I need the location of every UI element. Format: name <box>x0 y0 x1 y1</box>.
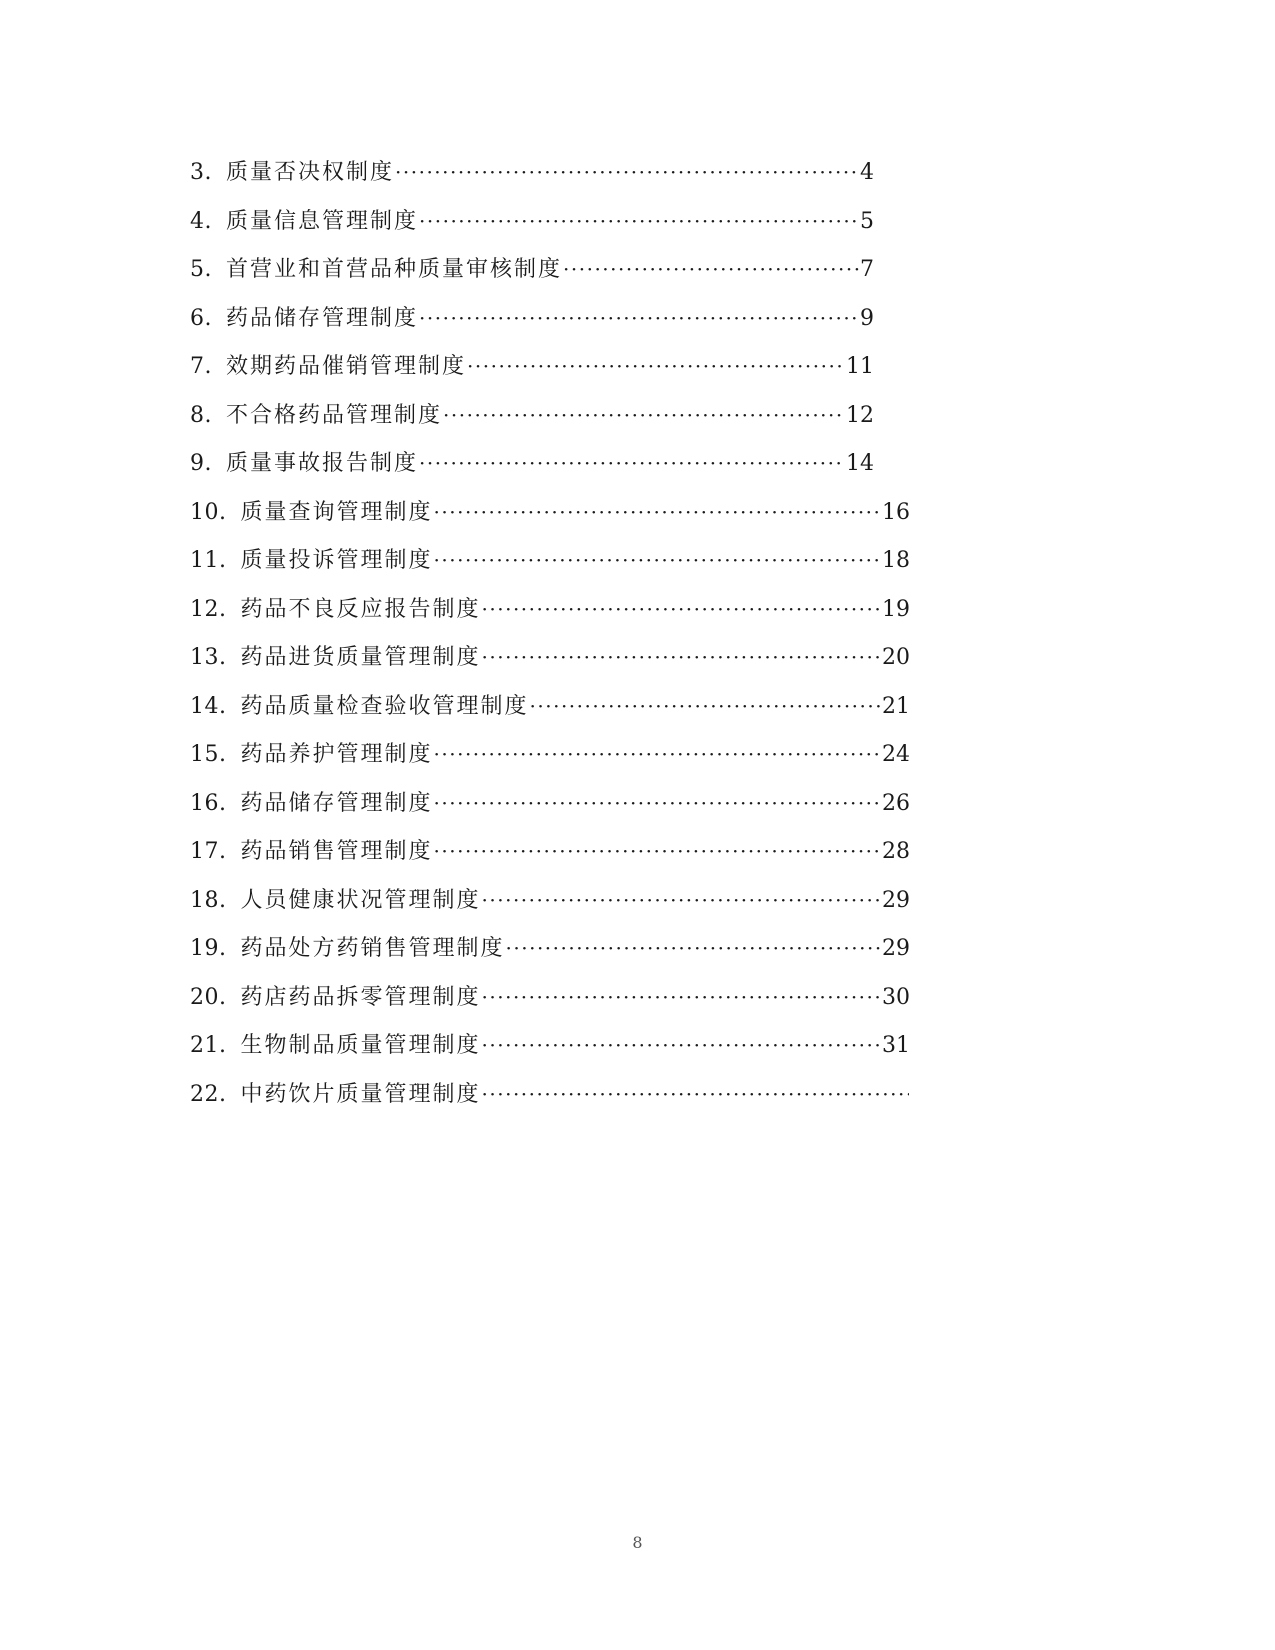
toc-entry-title: 生物制品质量管理制度 <box>240 1033 481 1058</box>
toc-entry-number: 21. <box>190 1033 227 1058</box>
toc-entry-number: 16. <box>190 790 227 816</box>
toc-entry-page: 30 <box>882 984 910 1010</box>
toc-entry-number: 20. <box>190 984 227 1010</box>
toc-entry <box>190 254 874 303</box>
toc-entry-title: 效期药品催销管理制度 <box>226 354 467 379</box>
toc-entry-title: 首营业和首营品种质量审核制度 <box>226 257 563 282</box>
toc-entry-title: 质量查询管理制度 <box>240 499 433 525</box>
toc-entry-page: 4 <box>860 160 874 185</box>
toc-entry-number: 3. <box>190 160 212 185</box>
toc-entry-number: 10. <box>190 499 227 525</box>
toc-entry <box>190 157 874 206</box>
toc-entry-number: 13. <box>190 645 227 670</box>
toc-entry-number: 4. <box>190 208 212 234</box>
toc-dot-leader <box>482 594 881 624</box>
toc-entry-title: 药品养护管理制度 <box>240 742 433 767</box>
toc-entry <box>190 448 874 497</box>
toc-entry-page: 5 <box>860 208 874 234</box>
toc-entry-number: 18. <box>190 887 227 913</box>
toc-entry-number: 8. <box>190 402 212 428</box>
toc-entry-number: 19. <box>190 936 227 961</box>
toc-dot-leader <box>419 448 845 478</box>
toc-dot-leader <box>506 933 881 963</box>
toc-entry-page: 16 <box>882 499 910 525</box>
toc-dot-leader <box>434 545 881 575</box>
toc-dot-leader <box>482 1030 881 1060</box>
toc-entry-number: 17. <box>190 839 227 864</box>
toc-entry <box>190 642 910 691</box>
toc-entry-title: 药品进货质量管理制度 <box>240 645 481 670</box>
toc-entry-title: 药品处方药销售管理制度 <box>240 936 505 961</box>
toc-entry <box>190 1079 910 1128</box>
toc-entry <box>190 400 874 449</box>
toc-entry <box>190 351 874 400</box>
toc-entry-page: 26 <box>882 790 910 816</box>
toc-dot-leader <box>434 497 881 527</box>
toc-entry-number: 5. <box>190 257 212 282</box>
toc-entry-page: 9 <box>860 305 874 331</box>
toc-entry <box>190 594 910 643</box>
toc-dot-leader <box>443 400 845 430</box>
toc-entry-page: 21 <box>882 693 910 719</box>
toc-entry-page: 7 <box>860 257 874 282</box>
toc-entry-page: 29 <box>882 936 910 961</box>
toc-entry-page: 11 <box>846 354 874 379</box>
toc-dot-leader <box>482 642 881 672</box>
toc-entry-page: 19 <box>882 596 910 622</box>
toc-entry <box>190 739 910 788</box>
toc-entry-title: 质量否决权制度 <box>226 160 395 185</box>
toc-entry-title: 药品不良反应报告制度 <box>240 596 481 622</box>
toc-entry-title: 质量事故报告制度 <box>226 451 419 476</box>
toc-entry <box>190 303 874 352</box>
toc-entry-number: 9. <box>190 451 212 476</box>
toc-entry-number: 6. <box>190 305 212 331</box>
toc-entry-title: 中药饮片质量管理制度 <box>240 1081 481 1107</box>
toc-entry <box>190 885 910 934</box>
toc-entry-page: 18 <box>882 548 910 573</box>
toc-entry-page: 14 <box>846 451 874 476</box>
toc-entry-number: 7. <box>190 354 212 379</box>
table-of-contents <box>190 157 910 1127</box>
toc-dot-leader <box>563 254 859 284</box>
toc-dot-leader <box>419 206 859 236</box>
toc-entry-title: 药品销售管理制度 <box>240 839 433 864</box>
toc-entry-page: 12 <box>846 402 874 428</box>
toc-entry <box>190 545 910 594</box>
toc-entry-number: 22. <box>190 1081 227 1107</box>
toc-dot-leader <box>434 788 881 818</box>
toc-entry <box>190 1030 910 1079</box>
toc-dot-leader <box>482 982 881 1012</box>
toc-dot-leader <box>434 836 881 866</box>
toc-dot-leader <box>395 157 859 187</box>
toc-dot-leader <box>467 351 845 381</box>
toc-dot-leader <box>419 303 859 333</box>
toc-dot-leader <box>530 691 881 721</box>
toc-entry-title: 质量信息管理制度 <box>226 208 419 234</box>
toc-entry-number: 14. <box>190 693 227 719</box>
toc-entry-title: 药店药品拆零管理制度 <box>240 984 481 1010</box>
toc-dot-leader <box>482 1079 909 1109</box>
toc-entry-title: 药品储存管理制度 <box>226 305 419 331</box>
toc-entry-page: 28 <box>882 839 910 864</box>
toc-entry-page: 20 <box>882 645 910 670</box>
toc-entry-title: 药品质量检查验收管理制度 <box>240 693 529 719</box>
toc-entry <box>190 933 910 982</box>
toc-entry-title: 质量投诉管理制度 <box>240 548 433 573</box>
toc-entry-page: 31 <box>882 1033 910 1058</box>
toc-entry <box>190 836 910 885</box>
toc-entry-number: 11. <box>190 548 227 573</box>
toc-entry <box>190 497 910 546</box>
toc-entry-page: 24 <box>882 742 910 767</box>
toc-entry-title: 不合格药品管理制度 <box>226 402 443 428</box>
toc-entry-title: 人员健康状况管理制度 <box>240 887 481 913</box>
toc-entry <box>190 206 874 255</box>
toc-entry-number: 12. <box>190 596 227 622</box>
toc-entry <box>190 982 910 1031</box>
toc-dot-leader <box>482 885 881 915</box>
page-number: 8 <box>632 1533 643 1552</box>
toc-entry-title: 药品储存管理制度 <box>240 790 433 816</box>
toc-entry <box>190 788 910 837</box>
toc-dot-leader <box>434 739 881 769</box>
toc-entry-page: 29 <box>882 887 910 913</box>
toc-entry-number: 15. <box>190 742 227 767</box>
toc-entry <box>190 691 910 740</box>
